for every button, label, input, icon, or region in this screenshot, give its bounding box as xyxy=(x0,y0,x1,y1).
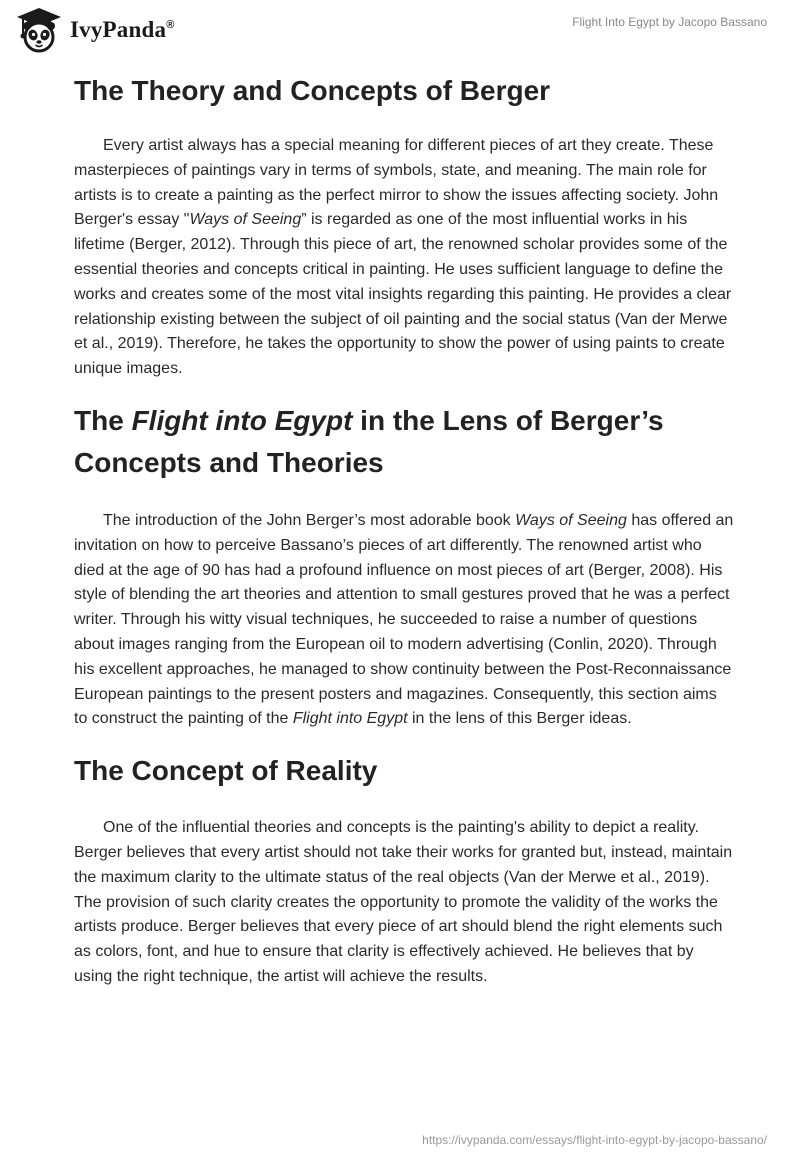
registered-mark: ® xyxy=(166,19,175,31)
section-heading-theory: The Theory and Concepts of Berger xyxy=(74,75,551,106)
section-paragraph-flight: The introduction of the John Berger’s most adorable book Ways of Seeing has offered an invitation on how to perceive Bassano’s pieces of art differently. The renowned artist who died at the age of 90 has had a profound influence on most pieces of art (Berger, 2008). His style of blending the art theories and attention to small gestures proved that he was a perfect writer. Through his witty visual techniques, he succeeded to raise a number of questions about images ranging from the European oil to modern advertising (Conlin, 2020). Through his excellent approaches, he managed to show continuity between the Post-Reconnaissance European paintings to the present posters and magazines. Consequently, this section aims to construct the painting of the Flight into Egypt in the lens of this Berger ideas. xyxy=(74,511,734,728)
brand-name: IvyPanda® xyxy=(70,17,175,42)
section-paragraph-theory: Every artist always has a special meaning for different pieces of art they create. These masterpieces of paintings vary in terms of symbols, state, and meaning. The main role for artists is to create a painting as the perfect mirror to show the issues affecting society. John Berger's essay "Ways of Seeing” is regarded as one of the most influential works in his lifetime (Berger, 2012). Through this piece of art, the renowned scholar provides some of the essential theories and concepts critical in painting. He uses sufficient language to define the works and creates some of the most vital insights regarding this painting. He provides a clear relationship existing between the subject of oil painting and the social status (Van der Merwe et al., 2019). Therefore, he takes the opportunity to show the power of using paints to create unique images. xyxy=(74,137,732,378)
page-header xyxy=(0,0,800,60)
document-title: Flight Into Egypt by Jacopo Bassano xyxy=(572,15,767,29)
section-paragraph-reality: One of the influential theories and concepts is the painting's ability to depict a reality. Berger believes that every artist should not take their works for granted but, instead, maintain the maximum clarity to the ultimate status of the real objects (Van der Merwe et al., 2019). The provision of such clarity creates the opportunity to promote the validity of the works the artists produce. Berger believes that every piece of art should blend the right elements such as colors, font, and hue to ensure that clarity is effectively achieved. He believes that by using the right technique, the artist will achieve the results. xyxy=(74,819,733,985)
section-heading-reality: The Concept of Reality xyxy=(74,755,378,787)
book-title: Ways of Seeing xyxy=(189,211,302,229)
source-url[interactable]: https://ivypanda.com/essays/flight-into-egypt-by-jacopo-bassano/ xyxy=(422,1133,767,1147)
painting-title: Flight into Egypt xyxy=(131,404,353,436)
ivypanda-logo[interactable] xyxy=(14,7,175,53)
panda-graduation-cap-icon xyxy=(14,7,64,53)
section-heading-flight: The Flight into Egypt in the Lens of Berger’s Concepts and Theories xyxy=(74,404,664,478)
essay-content xyxy=(74,70,734,990)
book-title: Ways of Seeing xyxy=(515,511,627,529)
painting-title: Flight into Egypt xyxy=(292,710,408,728)
